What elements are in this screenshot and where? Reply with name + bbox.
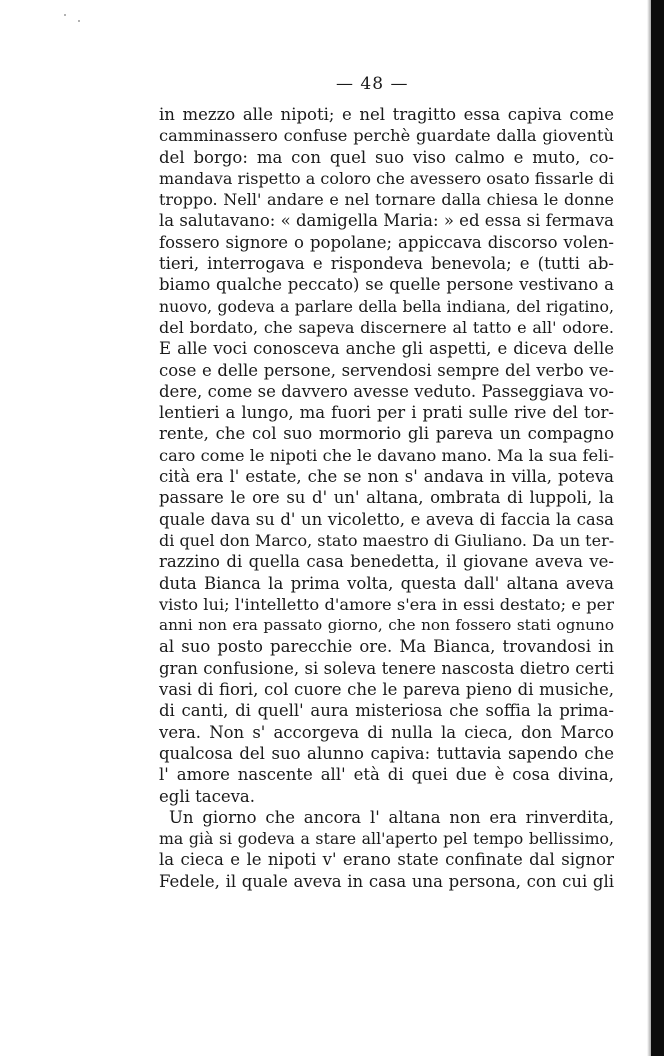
scan-speck: [64, 14, 66, 16]
text-line-8: tieri, interrogava e rispondeva benevola; e (tutti ab-: [159, 254, 614, 274]
text-line-26: al suo posto parecchie ore. Ma Bianca, trovandosi in: [159, 637, 614, 657]
text-line-14: dere, come se davvero avesse veduto. Passeggiava vo-: [159, 381, 614, 401]
text-line-1: in mezzo alle nipoti; e nel tragitto essa capiva come: [159, 105, 614, 124]
text-line-25: anni non era passato giorno, che non fossero stati ognuno: [159, 616, 614, 635]
body-text: [159, 104, 614, 892]
text-line-16: rente, che col suo mormorio gli pareva un compagno: [159, 424, 614, 444]
text-line-33: egli taceva.: [159, 786, 256, 806]
text-line-15: lentieri a lungo, ma fuori per i prati sulle rive del tor-: [159, 403, 614, 423]
text-line-27: gran confusione, si soleva tenere nascosta dietro certi: [159, 658, 614, 678]
scan-speck: [78, 20, 80, 22]
text-line-11: del bordato, che sapeva discernere al tatto e all' odore.: [159, 317, 614, 337]
text-line-34: Un giorno che ancora l' altana non era rinverdita,: [169, 807, 614, 827]
text-line-5: troppo. Nell' andare e nel tornare dalla chiesa le donne: [159, 190, 614, 210]
text-line-9: biamo qualche peccato) se quelle persone vestivano a: [159, 275, 614, 295]
text-line-10: nuovo, godeva a parlare della bella indiana, del rigatino,: [159, 296, 614, 316]
text-line-24: visto lui; l'intelletto d'amore s'era in essi destato; e per: [159, 594, 614, 614]
text-line-35: ma già si godeva a stare all'aperto pel tempo bellissimo,: [159, 829, 614, 849]
text-line-21: di quel don Marco, stato maestro di Giuliano. Da un ter-: [159, 530, 615, 550]
page-edge-shadow: [651, 0, 664, 1056]
text-line-13: cose e delle persone, servendosi sempre del verbo ve-: [159, 360, 614, 380]
text-line-4: mandava rispetto a coloro che avessero osato fissarle di: [159, 168, 615, 188]
text-line-20: quale dava su d' un vicoletto, e aveva di faccia la casa: [159, 509, 614, 529]
text-line-19: passare le ore su d' un' altana, ombrata di luppoli, la: [159, 488, 614, 508]
text-line-12: E alle voci conosceva anche gli aspetti, e diceva delle: [159, 339, 614, 359]
text-line-37: Fedele, il quale aveva in casa una persona, con cui gli: [159, 871, 614, 891]
text-line-31: qualcosa del suo alunno capiva: tuttavia sapendo che: [159, 743, 614, 763]
page-number: — 48 —: [336, 74, 409, 94]
text-line-18: cità era l' estate, che se non s' andava in villa, poteva: [159, 467, 614, 487]
text-line-29: di canti, di quell' aura misteriosa che soffia la prima-: [159, 701, 614, 721]
text-line-32: l' amore nascente all' età di quei due è cosa divina,: [159, 765, 614, 785]
text-line-7: fossero signore o popolane; appiccava discorso volen-: [159, 232, 614, 252]
text-line-17: caro come le nipoti che le davano mano. Ma la sua feli-: [159, 445, 614, 465]
text-line-6: la salutavano: « damigella Maria: » ed essa si fermava: [159, 211, 614, 231]
text-line-23: duta Bianca la prima volta, questa dall' altana aveva: [159, 573, 614, 593]
text-line-36: la cieca e le nipoti v' erano state confinate dal signor: [159, 850, 614, 870]
text-line-30: vera. Non s' accorgeva di nulla la cieca, don Marco: [159, 722, 614, 742]
text-line-2: camminassero confuse perchè guardate dalla gioventù: [159, 126, 614, 146]
text-line-3: del borgo: ma con quel suo viso calmo e muto, co-: [159, 147, 614, 167]
text-line-22: razzino di quella casa benedetta, il giovane aveva ve-: [159, 552, 614, 572]
text-line-28: vasi di fiori, col cuore che le pareva pieno di musiche,: [159, 680, 614, 700]
